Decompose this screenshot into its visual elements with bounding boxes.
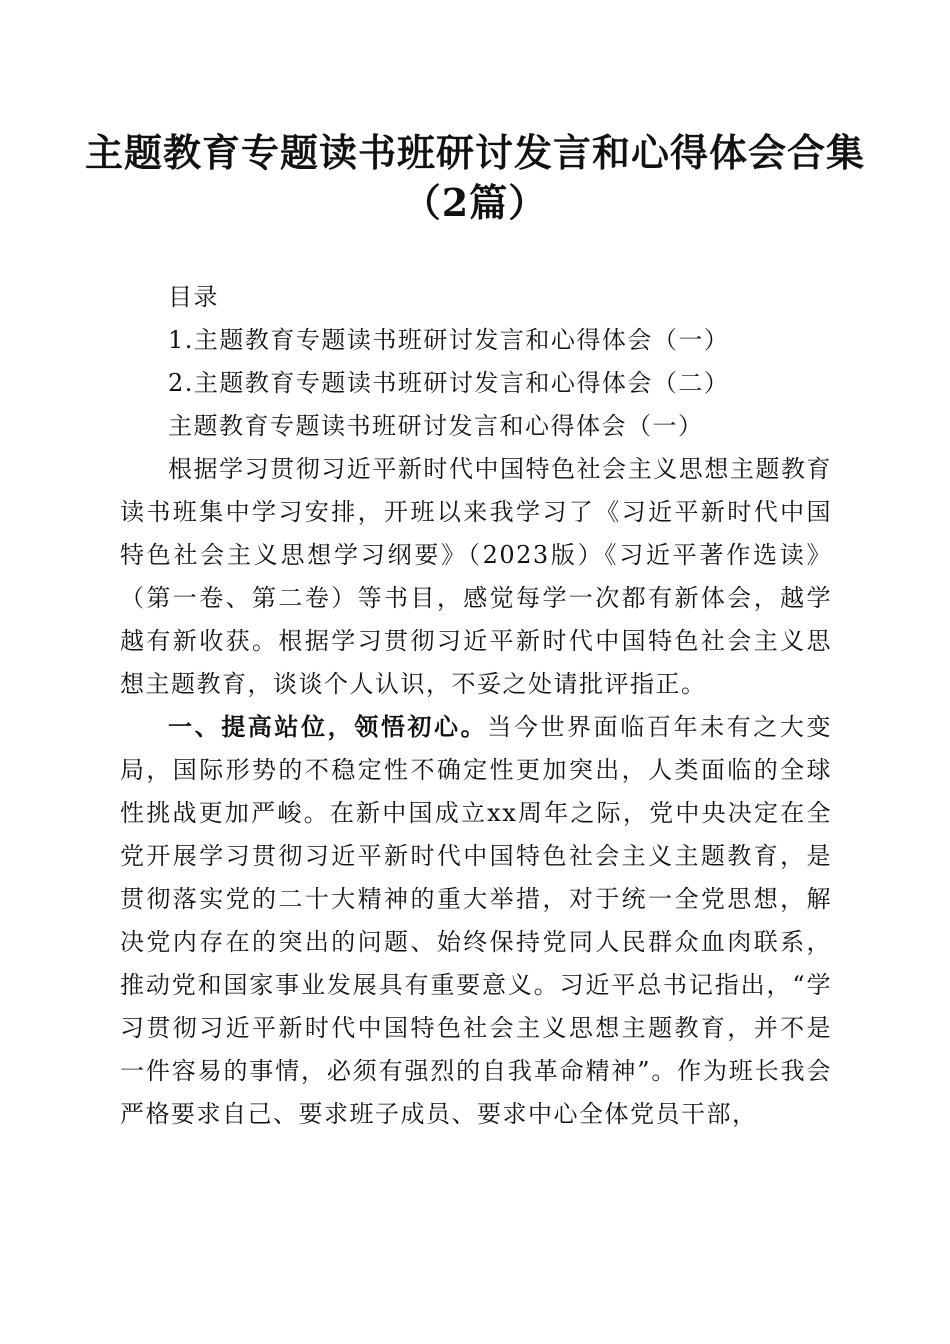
title-line-main: 主题教育专题读书班研讨发言和心得体会合集 <box>84 130 865 175</box>
toc-heading: 目录 <box>168 283 219 311</box>
intro-paragraph: 根据学习贯彻习近平新时代中国特色社会主义思想主题教育读书班集中学习安排，开班以来我学习了《习近平新时代中国特色社会主义思想学习纲要》（2023版）《习近平著作选读》（第一卷、第二卷）等书目，感觉每学一次都有新体会，越学越有新收获。根据学习贯彻习近平新时代中国特色社会主义思想主题教育，谈谈个人认识，不妥之处请批评指正。 <box>120 455 832 698</box>
toc-item-2: 2.主题教育专题读书班研讨发言和心得体会（二） <box>168 369 730 397</box>
section-1-paragraph <box>120 706 832 1136</box>
document-body <box>120 276 832 1136</box>
article-subtitle: 主题教育专题读书班研讨发言和心得体会（一） <box>168 412 704 440</box>
title-line-count: （2篇） <box>402 180 548 225</box>
toc-item-1: 1.主题教育专题读书班研讨发言和心得体会（一） <box>168 326 730 354</box>
section-1-heading: 一、提高站位，领悟初心。 <box>168 713 488 741</box>
document-title <box>60 128 890 228</box>
section-1-text: 当今世界面临百年未有之大变局，国际形势的不稳定性不确定性更加突出，人类面临的全球性挑战更加严峻。在新中国成立xx周年之际，党中央决定在全党开展学习贯彻习近平新时代中国特色社会主义主题教育，是贯彻落实党的二十大精神的重大举措，对于统一全党思想，解决党内存在的突出的问题、始终保持党同人民群众血肉联系，推动党和国家事业发展具有重要意义。习近平总书记指出，“学习贯彻习近平新时代中国特色社会主义思想主题教育，并不是一件容易的事情，必须有强烈的自我革命精神”。作为班长我会严格要求自己、要求班子成员、要求中心全体党员干部， <box>120 713 832 1128</box>
